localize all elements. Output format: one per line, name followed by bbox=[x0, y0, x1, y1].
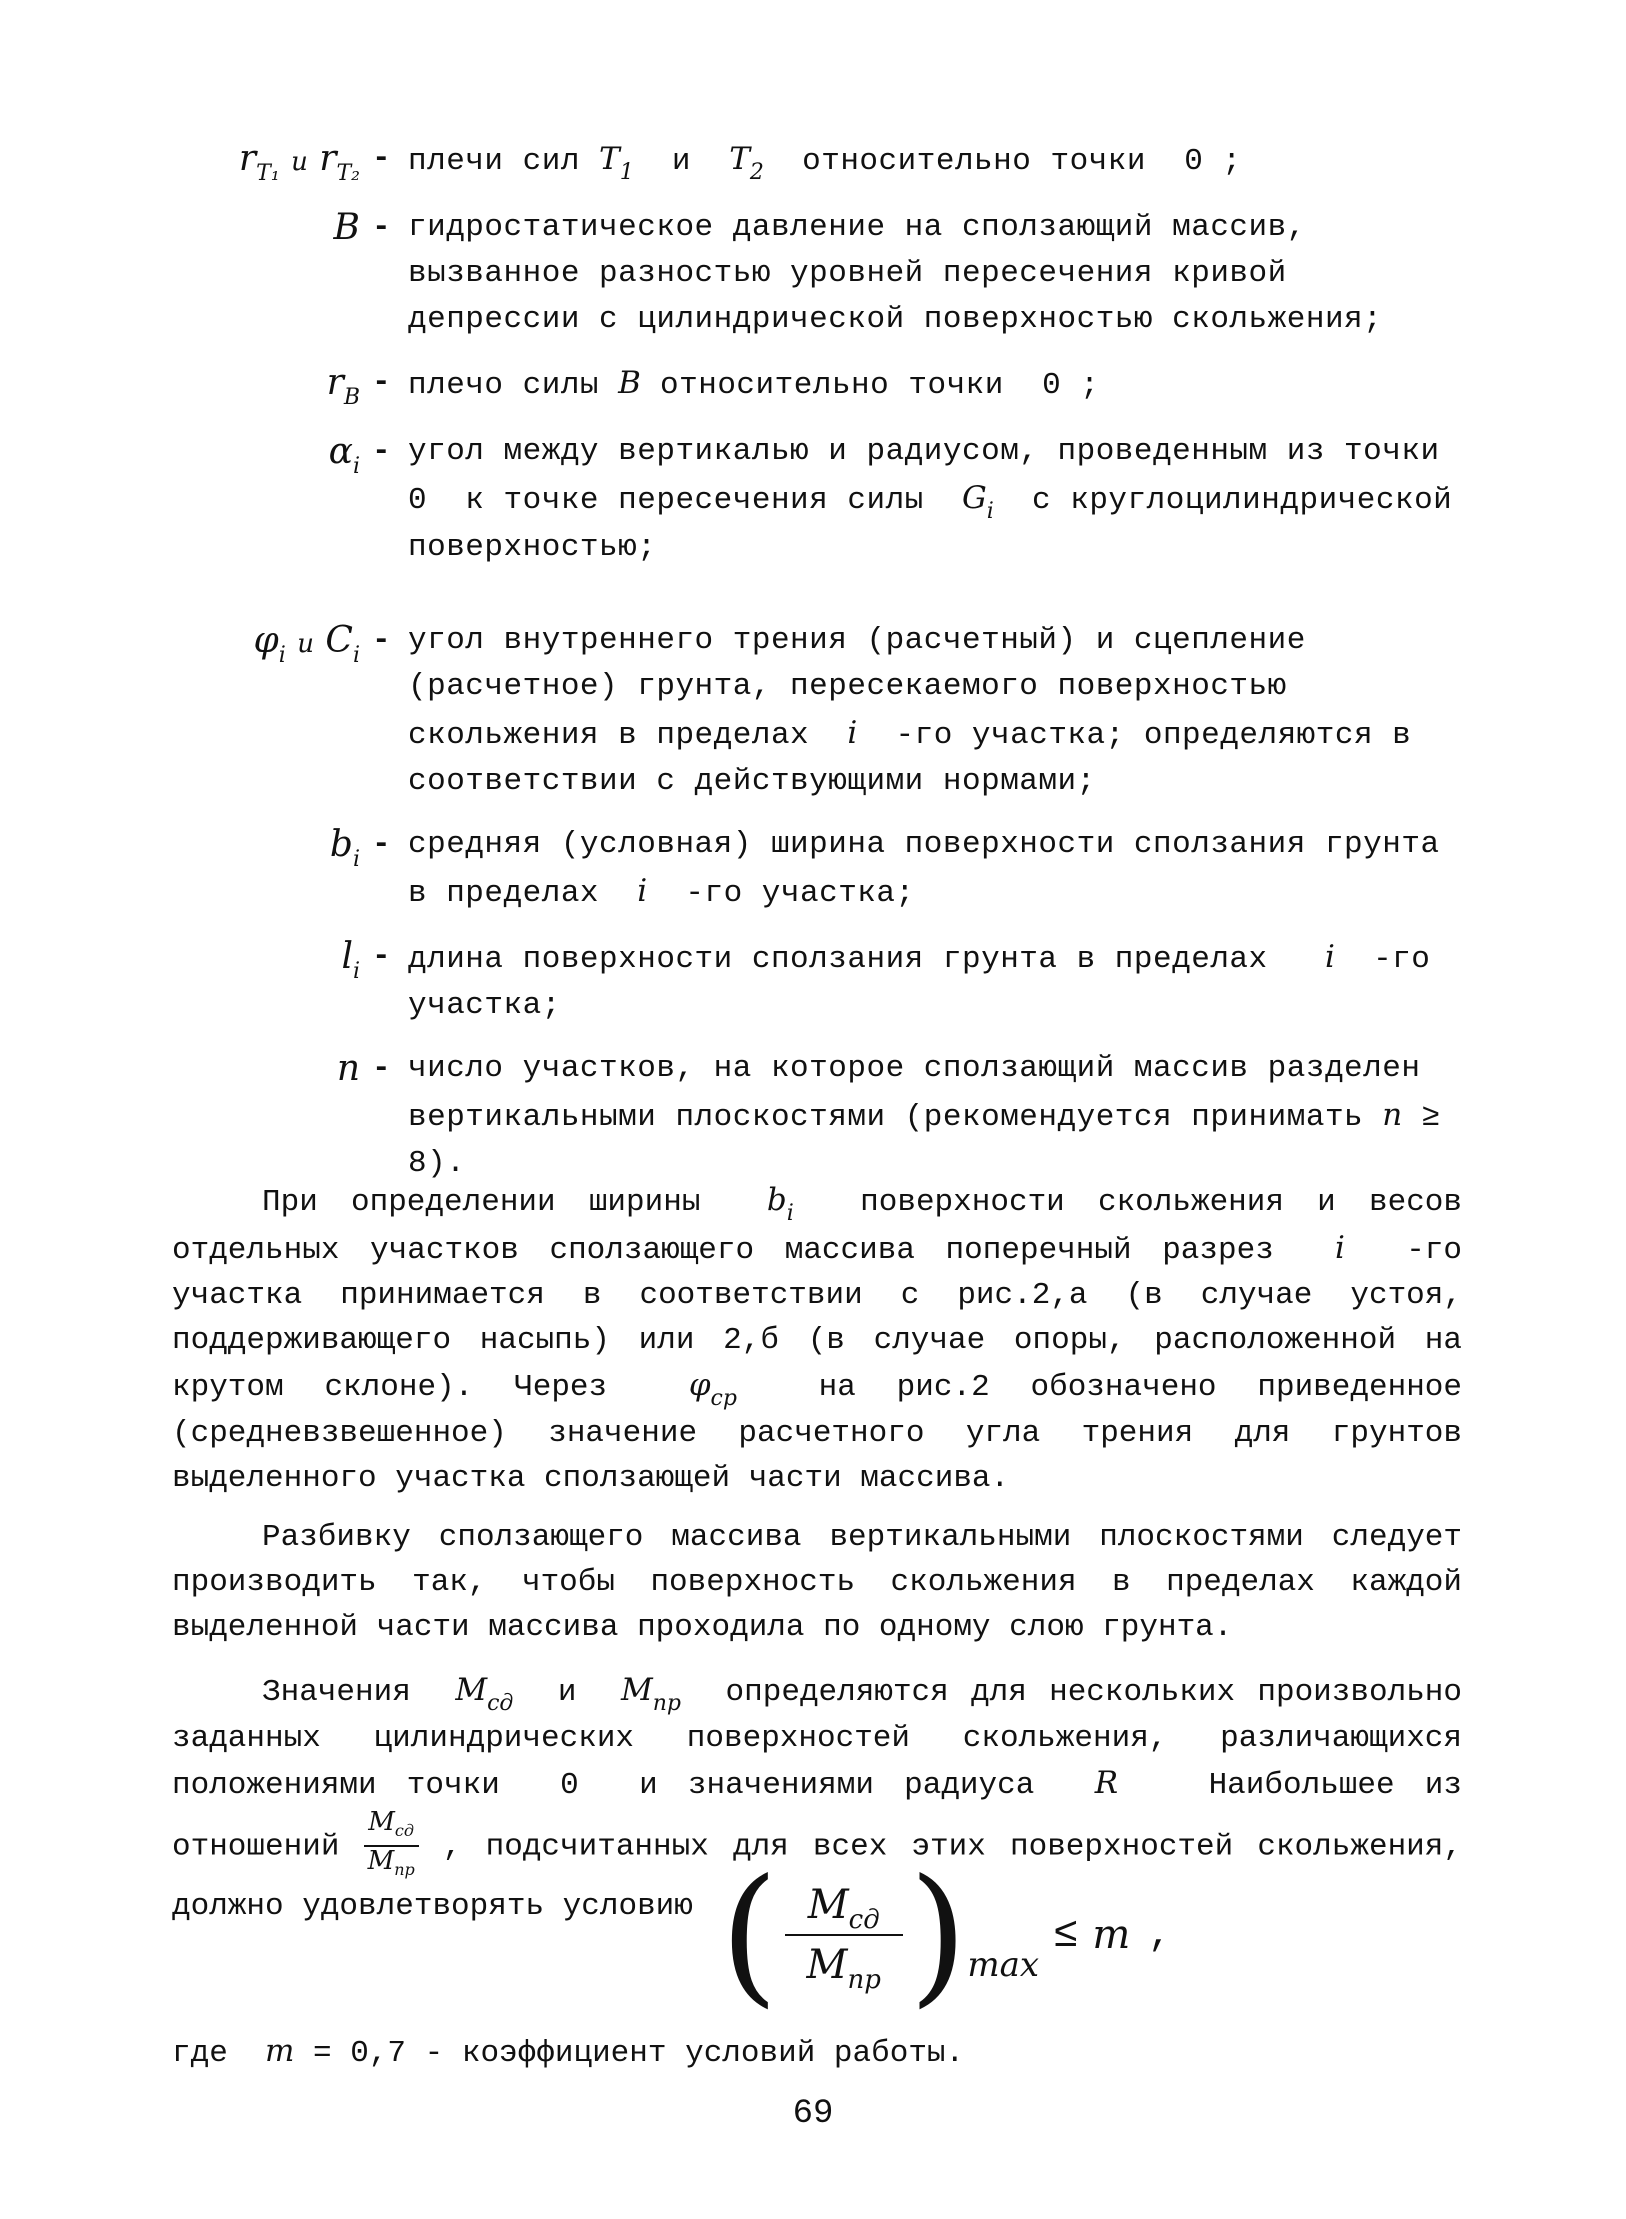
definition-l: $l_i$ - длина поверхности сползания грунта в пределах i -го участка; bbox=[170, 933, 1470, 1029]
paragraph-partition: Разбивку сползающего массива вертикальными плоскостями следует производить так, чтобы поверхность скольжения в пределах каждой выделенной части массива проходила по одному слою грунта. bbox=[172, 1520, 1462, 1645]
definition-B: B - гидростатическое давление на сползающий массив, вызванное разностью уровней пересечения кривой депрессии с цилиндрической поверхностью скольжения; bbox=[170, 204, 1470, 343]
definition-alpha: $\alpha_i$ - угол между вертикалью и радиусом, проведенным из точки 0 к точке пересечения силы $G_i$ с круглоцилиндрической поверхностью; bbox=[170, 428, 1470, 571]
term-alpha: $\alpha_i$ bbox=[328, 431, 360, 479]
definition-b: $b_i$ - средняя (условная) ширина поверхности сползания грунта в пределах i -го участка; bbox=[170, 821, 1470, 917]
formula-relation: ≤ bbox=[1053, 1911, 1079, 1959]
stability-formula: ( $\frac{M_{сд}}{M_{пр}}$ ) max ≤ m , bbox=[720, 1848, 1172, 2022]
desc-rB: плечо силы B относительно точки 0 ; bbox=[408, 365, 1100, 403]
term-rT: $r_{T_1}$ и $r_{T_2}$ bbox=[238, 138, 360, 186]
definitions-list bbox=[170, 135, 1470, 1187]
term-b: $b_i$ bbox=[329, 824, 360, 872]
formula-rhs: m bbox=[1092, 1912, 1131, 1958]
desc-alpha: угол между вертикалью и радиусом, проведенным из точки 0 к точке пересечения силы $G_i$ с круглоцилиндрической поверхностью; bbox=[408, 434, 1453, 565]
paragraph-cross-section: При определении ширины $b_i$ поверхности скольжения и весов отдельных участков сползающего массива поперечный разрез i -го участка принимается в соответствии с рис.2,а (в случае устоя, поддерживающего насыпь) или 2,б (в случае опоры, расположенной на крутом склоне). Через $\varphi_{ср}$ на рис.2 обозначено приведенное (средневзвешенное) значение расчетного угла трения для грунтов выделенного участка сползающей части массива. bbox=[172, 1182, 1463, 1496]
term-rB: $r_B$ bbox=[326, 362, 360, 410]
where-clause: где m = 0,7 - коэффициент условий работы. bbox=[172, 2033, 965, 2071]
formula-tail: , bbox=[1148, 1913, 1172, 1957]
desc-rT: плечи сил $T_1$ и $T_2$ относительно точки 0 ; bbox=[408, 141, 1242, 185]
desc-b: средняя (условная) ширина поверхности сползания грунта в пределах i -го участка; bbox=[408, 827, 1440, 911]
term-l: $l_i$ bbox=[341, 936, 360, 984]
formula-numerator: $M_{сд}$ bbox=[785, 1882, 903, 1936]
formula-denominator: $M_{пр}$ bbox=[806, 1942, 881, 1995]
definition-rT: $r_{T_1}$ и $r_{T_2}$ - плечи сил $T_1$ и $T_2$ относительно точки 0 ; bbox=[170, 135, 1470, 188]
formula-max-subscript: max bbox=[967, 1945, 1040, 1985]
term-phi-c: $\varphi_i$ и $C_i$ bbox=[253, 620, 360, 668]
desc-l: длина поверхности сползания грунта в пределах i -го участка; bbox=[408, 939, 1431, 1023]
term-n: n bbox=[336, 1048, 360, 1089]
page-number: 69 bbox=[792, 2095, 834, 2133]
desc-phi-c: угол внутреннего трения (расчетный) и сцепление (расчетное) грунта, пересекаемого поверхностью скольжения в пределах i -го участка; определяются в соответствии с действующими нормами; bbox=[408, 623, 1412, 799]
definition-n: n - число участков, на которое сползающий массив разделен вертикальными плоскостями (рекомендуется принимать n ≥ 8). bbox=[170, 1045, 1470, 1187]
inline-ratio: $\frac{M_{сд}}{M_{пр}}$ bbox=[364, 1808, 419, 1884]
formula-fraction bbox=[785, 1882, 903, 1995]
paragraph-moments: Значения $M_{сд}$ и $M_{пр}$ определяются для нескольких произвольно заданных цилиндрических поверхностей скольжения, различающихся положениями точки 0 и значениями радиуса R Наибольшее из отношений $\frac{M_{сд}}{M_{пр}}$ , подсчитанных для всех этих поверхностей скольжения, должно удовлетворять условию bbox=[172, 1672, 1463, 1925]
desc-B: гидростатическое давление на сползающий массив, вызванное разностью уровней пересечения кривой депрессии с цилиндрической поверхностью скольжения; bbox=[408, 210, 1383, 337]
desc-n: число участков, на которое сползающий массив разделен вертикальными плоскостями (рекомендуется принимать n ≥ 8). bbox=[408, 1051, 1441, 1181]
definition-rB: $r_B$ - плечо силы B относительно точки 0 ; bbox=[170, 359, 1470, 412]
definition-phi-c: $\varphi_i$ и $C_i$ - угол внутреннего трения (расчетный) и сцепление (расчетное) грунта, пересекаемого поверхностью скольжения в пределах i -го участка; определяются в соответствии с действующими нормами; bbox=[170, 617, 1470, 805]
term-B: B bbox=[333, 207, 360, 248]
